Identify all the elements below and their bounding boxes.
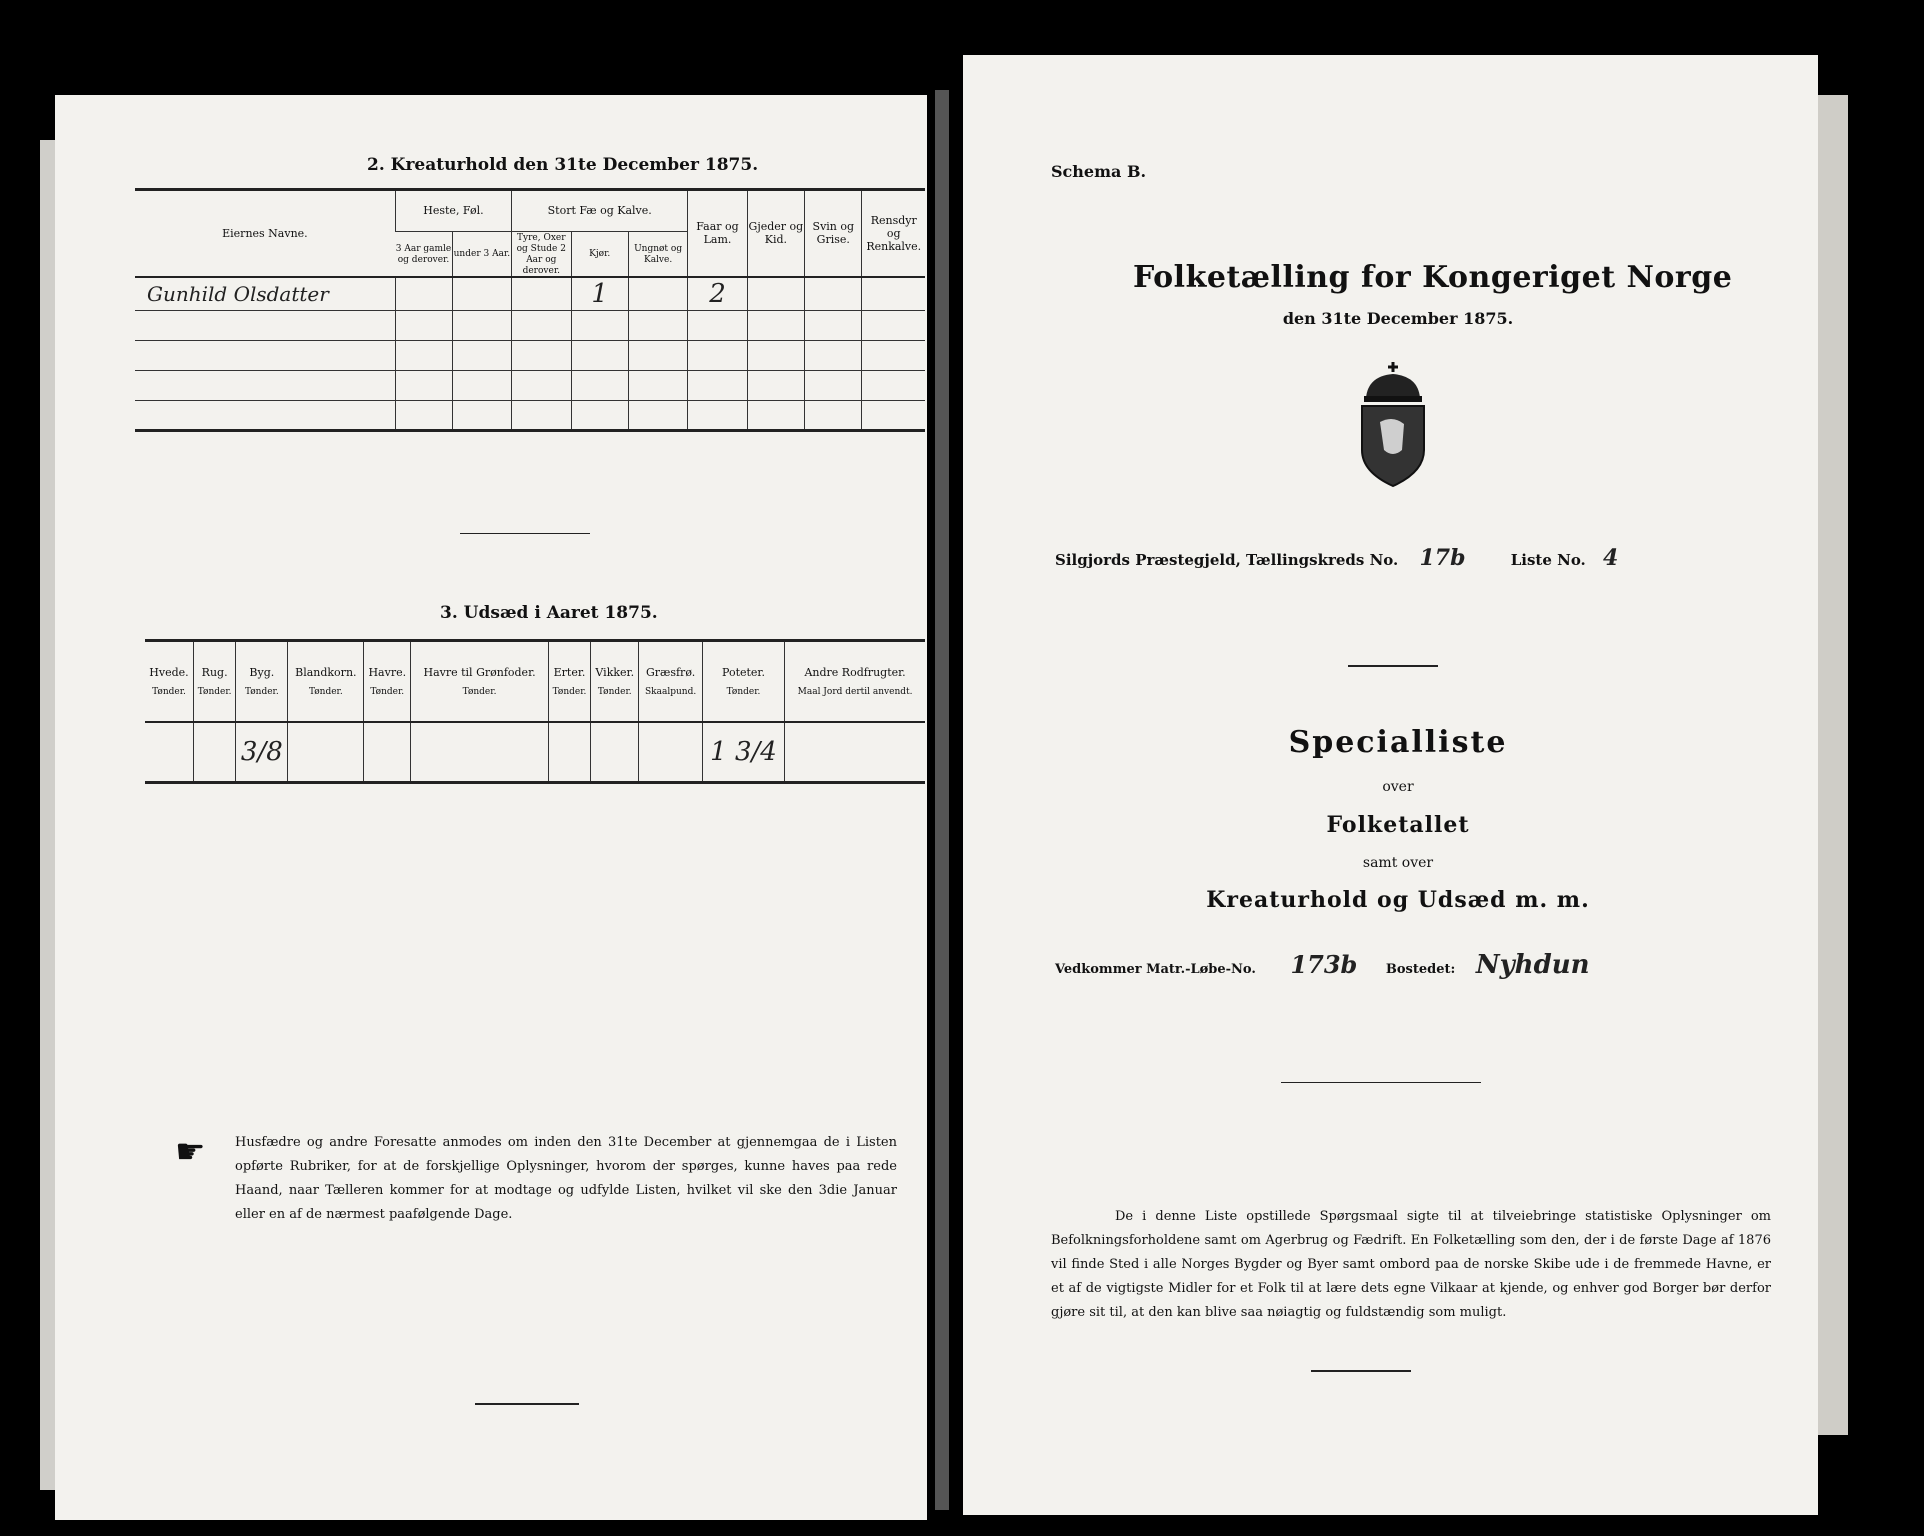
stort-group-header: Stort Fæ og Kalve. <box>512 191 688 231</box>
seed-header-label: Rug. <box>201 666 228 679</box>
parish-label: Silgjords Præstegjeld, Tællingskreds No. <box>1055 551 1399 569</box>
seed-header-label: Havre til Grønfoder. <box>423 666 536 679</box>
seed-unit-label: Tønder. <box>370 687 405 697</box>
right-page <box>963 55 1818 1515</box>
seed-header-label: Græsfrø. <box>645 666 696 679</box>
seed-header-label: Byg. <box>249 666 275 679</box>
seed-header-cell <box>639 642 703 722</box>
seed-table <box>145 642 925 784</box>
section3-title: 3. Udsæd i Aaret 1875. <box>440 603 658 623</box>
heste-a-header: 3 Aar gamle og derover. <box>395 243 452 265</box>
matr-label: Vedkommer Matr.-Løbe-No. <box>1055 962 1256 977</box>
liste-label: Liste No. <box>1510 551 1586 569</box>
seed-unit-label: Tønder. <box>152 687 186 697</box>
page-stack-edge <box>935 90 949 1510</box>
kreds-number: 17b <box>1419 545 1466 571</box>
seed-header-label: Vikker. <box>595 666 635 679</box>
footer-text: De i denne Liste opstillede Spørgsmaal sigte til at tilveiebringe statistiske Oplysninger om Befolkningsforholdene samt om Agerbrug og Fædrift. En Folketælling som den, der i de første Dage af 1876 vil finde Sted i alle Norges Bygder og Byer samt ombord paa de norske Skibe ude i de fremmede Havne, er et af de vigtigste Midler for et Folk til at lære dets egne Vilkaar at kjende, og enhver god Borger bør derfor gjøre sit til, at den kan blive saa nøiagtig og fuldstændig som muligt. <box>1051 1209 1771 1320</box>
over-text: over <box>1382 779 1414 795</box>
seed-unit-label: Tønder. <box>462 687 497 697</box>
specialliste-title: Specialliste <box>1288 725 1508 760</box>
seed-header-cell <box>288 642 364 722</box>
bottom-rule <box>475 1403 579 1405</box>
seed-unit-label: Tønder. <box>244 687 279 697</box>
livestock-table <box>135 191 925 432</box>
kjor-cell: 1 <box>571 277 628 311</box>
seed-unit-label: Tønder. <box>197 687 232 697</box>
svin-header: Svin og Grise. <box>805 191 862 277</box>
faar-header: Faar og Lam. <box>688 191 747 277</box>
stort-a-header: Tyre, Oxer og Stude 2 Aar og derover. <box>512 231 571 277</box>
kreaturhold-text: Kreaturhold og Udsæd m. m. <box>1206 887 1590 913</box>
table-row <box>135 401 925 431</box>
page-stack-edge <box>1818 95 1848 1435</box>
seed-header-cell <box>785 642 925 722</box>
schema-label: Schema B. <box>1051 162 1147 181</box>
pointing-hand-icon: ☛ <box>175 1132 206 1172</box>
bostedet-label: Bostedet: <box>1385 962 1456 977</box>
main-title: Folketælling for Kongeriget Norge <box>1133 260 1733 295</box>
folketallet-text: Folketallet <box>1326 812 1470 838</box>
samt-over-text: samt over <box>1362 855 1434 871</box>
table-row <box>135 371 925 401</box>
seed-header-cell <box>236 642 288 722</box>
table-row <box>135 277 925 311</box>
owner-cell: Gunhild Olsdatter <box>147 281 329 306</box>
seed-unit-label: Tønder. <box>597 687 632 697</box>
seed-header-cell <box>193 642 235 722</box>
seed-header-label: Hvede. <box>149 666 189 679</box>
rensdyr-header: Rensdyr og Renkalve. <box>862 191 925 277</box>
poteter-cell: 1 3/4 <box>702 722 784 782</box>
separator-rule <box>1348 665 1438 667</box>
separator-rule <box>460 533 590 534</box>
seed-header-cell <box>591 642 639 722</box>
notice-text: Husfædre og andre Foresatte anmodes om inden den 31te December at gjennemgaa de i Listen opførte Rubriker, for at de forskjellige Oplysninger, hvorom der spørges, kunne haves paa rede Haand, naar Tælleren kommer for at modtage og udfylde Listen, hvilket vil ske den 3die Januar eller en af de nærmest paafølgende Dage. <box>235 1135 897 1222</box>
section2-title: 2. Kreaturhold den 31te December 1875. <box>367 155 759 175</box>
seed-unit-label: Skaalpund. <box>645 687 697 697</box>
byg-cell: 3/8 <box>236 722 288 782</box>
matr-number: 173b <box>1290 950 1358 979</box>
seed-header-label: Havre. <box>368 666 407 679</box>
seed-header-cell <box>702 642 784 722</box>
stort-c-header: Ungnøt og Kalve. <box>628 231 687 277</box>
seed-header-cell <box>548 642 590 722</box>
matr-line <box>1055 950 1590 980</box>
seed-unit-label: Tønder. <box>308 687 343 697</box>
seed-header-label: Poteter. <box>721 666 765 679</box>
gjeder-header: Gjeder og Kid. <box>747 191 804 277</box>
table-row <box>135 311 925 341</box>
date-line: den 31te December 1875. <box>1282 309 1514 328</box>
seed-unit-label: Tønder. <box>552 687 587 697</box>
seed-header-label: Andre Rodfrugter. <box>804 666 906 679</box>
seed-unit-label: Tønder. <box>726 687 761 697</box>
left-page <box>55 95 927 1520</box>
separator-rule <box>1281 1082 1481 1083</box>
seed-header-cell <box>145 642 193 722</box>
table-row <box>135 341 925 371</box>
seed-header-cell <box>411 642 549 722</box>
faar-cell: 2 <box>688 277 747 311</box>
seed-header-label: Blandkorn. <box>295 666 357 679</box>
col-owner-header: Eiernes Navne. <box>222 226 308 240</box>
parish-line <box>1055 545 1618 571</box>
stort-b-header: Kjør. <box>571 231 628 277</box>
seed-unit-label: Maal Jord dertil anvendt. <box>797 687 913 697</box>
liste-number: 4 <box>1603 545 1619 571</box>
table-row <box>145 722 925 782</box>
coat-of-arms-icon <box>1348 360 1438 490</box>
seed-header-cell <box>364 642 411 722</box>
bottom-rule <box>1311 1370 1411 1372</box>
heste-group-header: Heste, Føl. <box>395 191 511 231</box>
seed-header-label: Erter. <box>553 666 586 679</box>
heste-b-header: under 3 Aar. <box>452 231 511 277</box>
bostedet-value: Nyhdun <box>1475 950 1590 980</box>
